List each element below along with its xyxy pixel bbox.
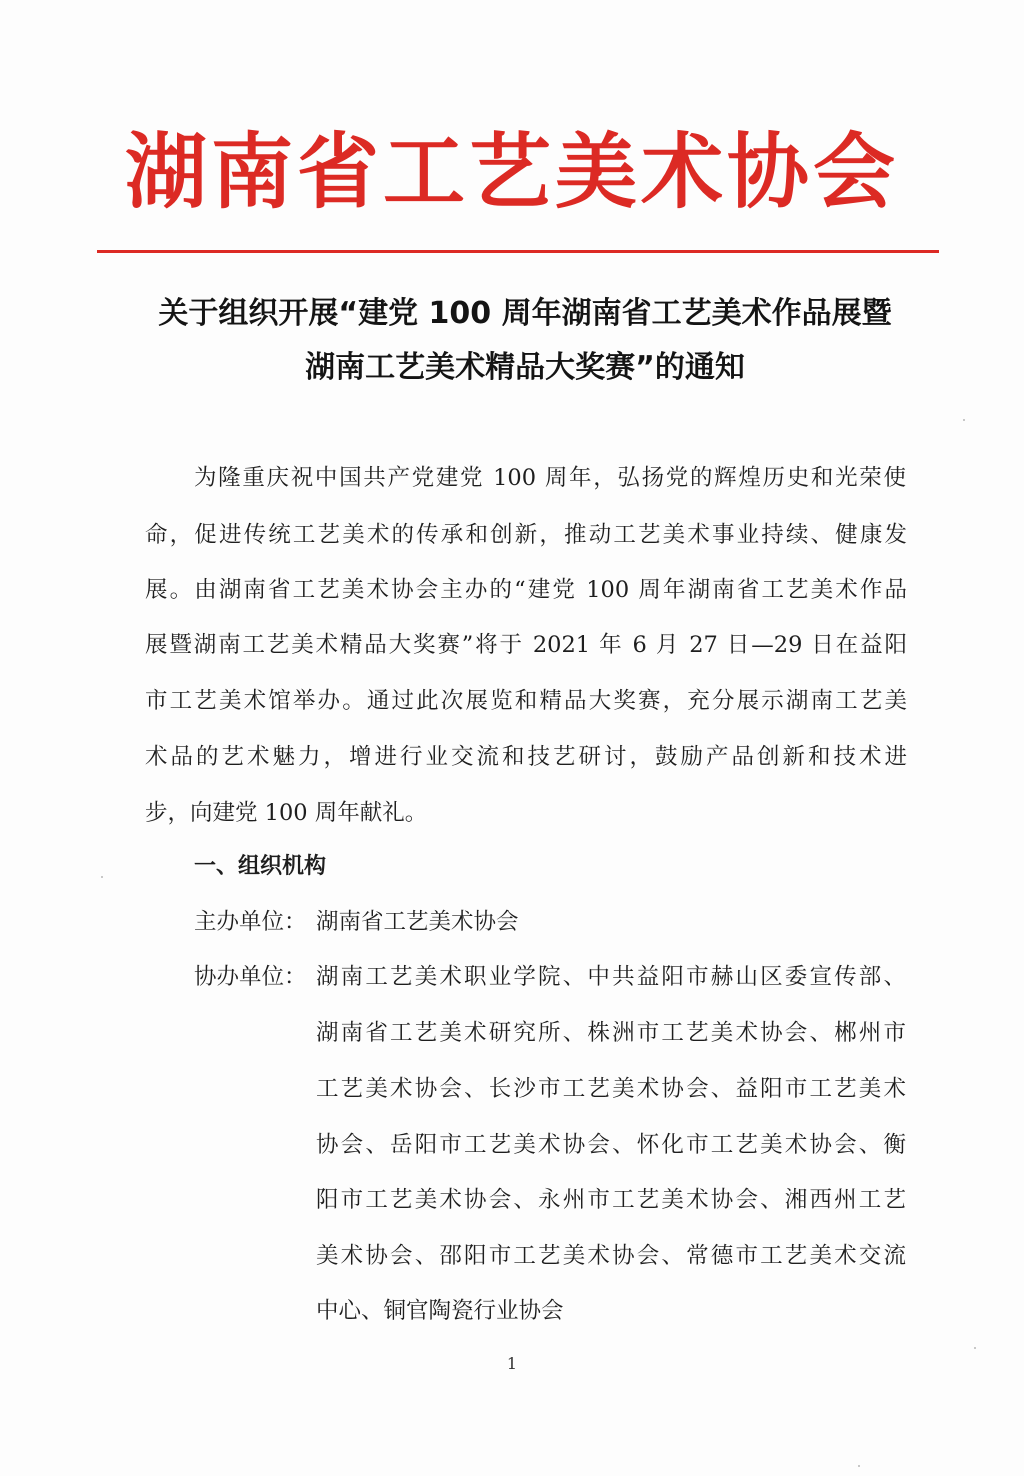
co-organizer-line-4: 协会、岳阳市工艺美术协会、怀化市工艺美术协会、衡 — [316, 1132, 906, 1158]
scan-speck — [963, 419, 965, 421]
red-divider-rule — [97, 250, 939, 253]
co-organizer-line-1: 湖南工艺美术职业学院、中共益阳市赫山区委宣传部、 — [316, 964, 906, 990]
co-organizer-line-6: 美术协会、邵阳市工艺美术协会、常德市工艺美术交流 — [316, 1243, 906, 1269]
co-organizer-line-7: 中心、铜官陶瓷行业协会 — [316, 1298, 564, 1324]
scan-speck — [101, 876, 103, 878]
co-organizer-line-3: 工艺美术协会、长沙市工艺美术协会、益阳市工艺美术 — [316, 1076, 906, 1102]
intro-line-5: 市工艺美术馆举办。通过此次展览和精品大奖赛，充分展示湖南工艺美 — [145, 688, 907, 714]
intro-line-7: 步，向建党 100 周年献礼。 — [145, 800, 428, 826]
co-organizer-line-5: 阳市工艺美术协会、永州市工艺美术协会、湘西州工艺 — [316, 1187, 906, 1213]
scan-speck — [858, 1465, 860, 1467]
notice-title-line-2: 湖南工艺美术精品大奖赛”的通知 — [305, 350, 745, 385]
co-organizer-line-2: 湖南省工艺美术研究所、株洲市工艺美术协会、郴州市 — [316, 1020, 906, 1046]
notice-title-line-1: 关于组织开展“建党 100 周年湖南省工艺美术作品展暨 — [158, 296, 892, 331]
host-value: 湖南省工艺美术协会 — [316, 909, 519, 935]
co-organizer-label: 协办单位： — [194, 964, 307, 990]
intro-line-6: 术品的艺术魅力，增进行业交流和技艺研讨，鼓励产品创新和技术进 — [145, 744, 907, 770]
intro-line-1: 为隆重庆祝中国共产党建党 100 周年，弘扬党的辉煌历史和光荣使 — [194, 465, 906, 491]
page-number: 1 — [506, 1354, 518, 1373]
scan-speck — [974, 1347, 976, 1349]
masthead-organization-name: 湖南省工艺美术协会 — [124, 125, 899, 220]
intro-line-2: 命，促进传统工艺美术的传承和创新，推动工艺美术事业持续、健康发 — [145, 522, 907, 548]
host-label: 主办单位： — [194, 909, 307, 935]
intro-line-4: 展暨湖南工艺美术精品大奖赛”将于 2021 年 6 月 27 日—29 日在益阳 — [145, 632, 907, 658]
intro-line-3: 展。由湖南省工艺美术协会主办的“建党 100 周年湖南省工艺美术作品 — [145, 577, 907, 603]
section-heading-organization: 一、组织机构 — [194, 854, 327, 879]
